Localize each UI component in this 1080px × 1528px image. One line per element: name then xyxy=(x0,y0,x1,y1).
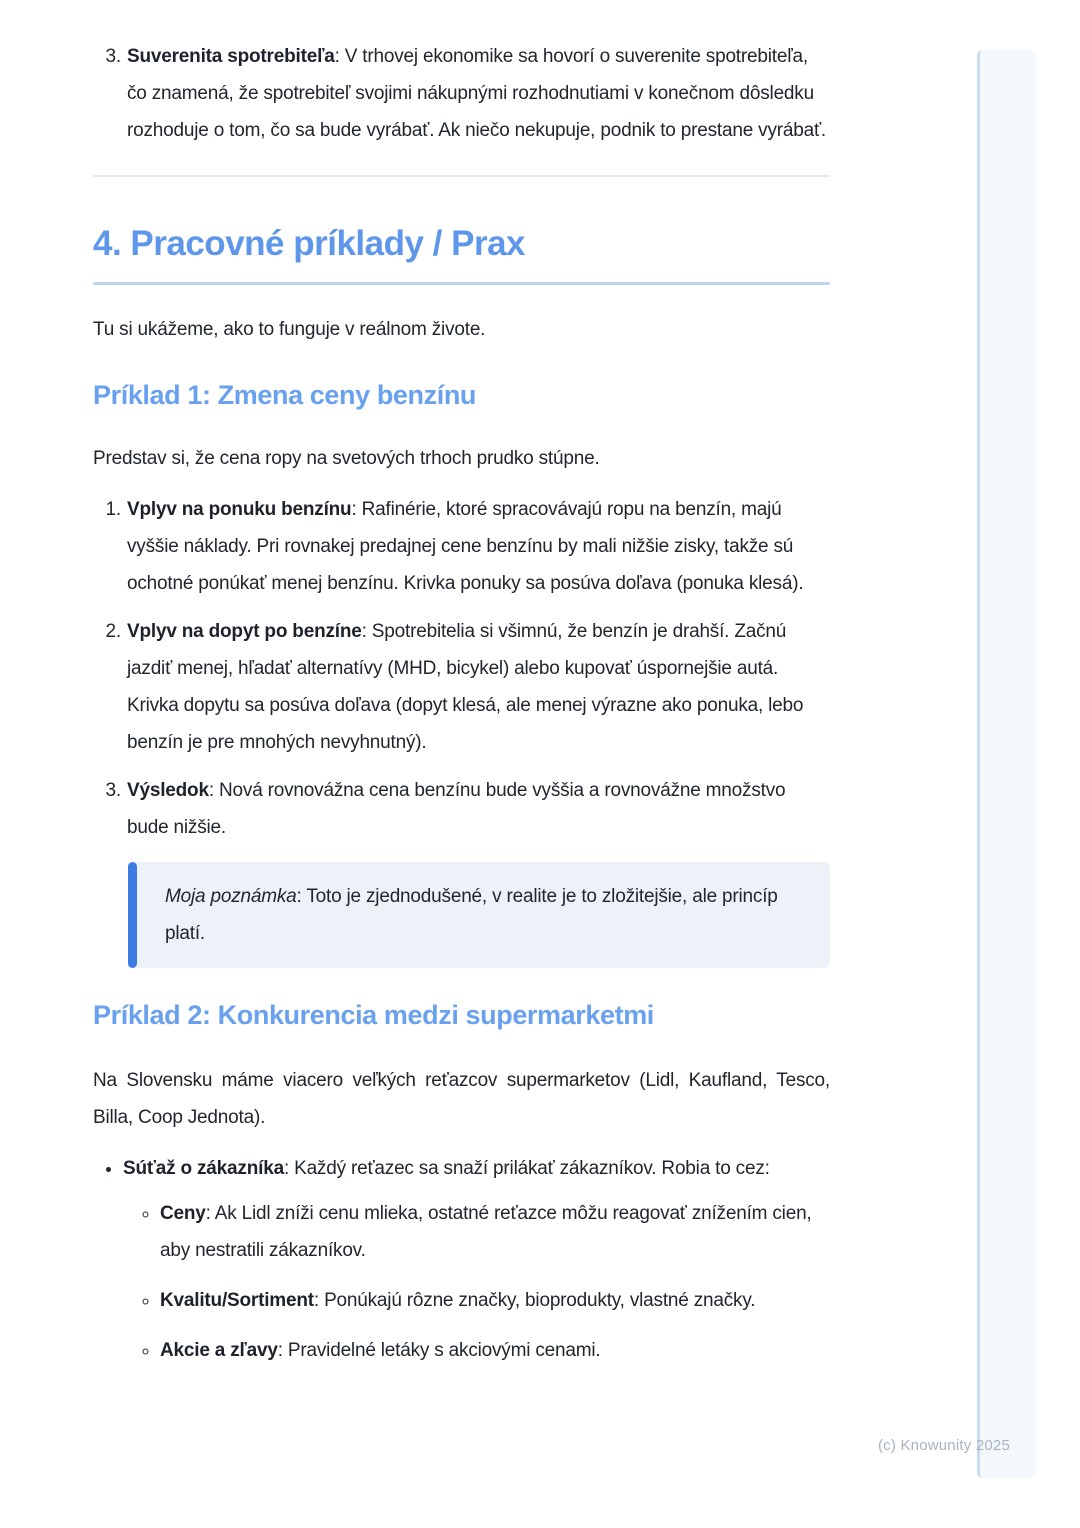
list-item-prices xyxy=(160,1195,830,1269)
section-intro: Tu si ukážeme, ako to funguje v reálnom živote. xyxy=(93,319,486,340)
list-item-term: Vplyv na ponuku benzínu xyxy=(127,499,352,520)
example1-steps-list xyxy=(93,491,830,846)
document-page xyxy=(93,0,830,1369)
list-item-promotions xyxy=(160,1332,830,1369)
list-item-term: Výsledok xyxy=(127,780,209,801)
personal-note-callout xyxy=(128,862,830,968)
example1-heading: Príklad 1: Zmena ceny benzínu xyxy=(93,380,477,410)
note-lead: Moja poznámka xyxy=(165,886,297,907)
list-item-quality-assortment xyxy=(160,1282,830,1319)
list-item-result xyxy=(126,772,830,846)
list-item-text: : Rafinérie, ktoré spracovávajú ropu na benzín, majú vyššie náklady. Pri rovnakej predajnej cene benzínu by mali nižšie zisky, takže sú ochotné ponúkať menej benzínu. Krivka ponuky sa posúva doľava (ponuka klesá). xyxy=(127,499,804,594)
copyright-watermark: (c) Knowunity 2025 xyxy=(877,1437,1010,1454)
market-economy-list xyxy=(93,38,830,149)
list-item-text: : Spotrebitelia si všimnú, že benzín je drahší. Začnú jazdiť menej, hľadať alternatívy (MHD, bicykel) alebo kupovať úspornejšie autá. Krivka dopytu sa posúva doľava (dopyt klesá, ale menej výrazne ako ponuka, lebo benzín je pre mnohých nevyhnutný). xyxy=(127,621,804,753)
list-item-term: Suverenita spotrebiteľa xyxy=(127,46,335,67)
note-text: : Toto je zjednodušené, v realite je to zložitejšie, ale princíp platí. xyxy=(165,886,778,944)
list-item-term: Vplyv na dopyt po benzíne xyxy=(127,621,362,642)
list-item-text: : Každý reťazec sa snaží prilákať zákazníkov. Robia to cez: xyxy=(283,1158,770,1179)
list-item-text: : Pravidelné letáky s akciovými cenami. xyxy=(277,1340,601,1361)
list-item-demand-effect xyxy=(126,613,830,761)
list-item-term: Súťaž o zákazníka xyxy=(123,1158,284,1179)
page-edge-decoration xyxy=(977,50,1036,1478)
section-divider xyxy=(93,175,830,177)
section-title: 4. Pracovné príklady / Prax xyxy=(93,224,526,263)
list-item-text: : V trhovej ekonomike sa hovorí o suverenite spotrebiteľa, čo znamená, že spotrebiteľ svojimi nákupnými rozhodnutiami v konečnom dôsledku rozhoduje o tom, čo sa bude vyrábať. Ak niečo nekupuje, podnik to prestane vyrábať. xyxy=(127,46,826,141)
list-item-text: : Nová rovnovážna cena benzínu bude vyššia a rovnovážne množstvo bude nižšie. xyxy=(127,780,786,838)
list-item-supply-effect xyxy=(126,491,830,602)
example2-lead: Na Slovensku máme viacero veľkých reťazcov supermarketov (Lidl, Kaufland, Tesco, Billa, Coop Jednota). xyxy=(93,1070,830,1128)
list-item-term: Akcie a zľavy xyxy=(160,1340,278,1361)
example2-bullet-list xyxy=(93,1150,830,1369)
section-title-underline xyxy=(93,282,830,285)
example2-heading: Príklad 2: Konkurencia medzi supermarketmi xyxy=(93,1000,654,1030)
list-item-text: : Ponúkajú rôzne značky, bioprodukty, vlastné značky. xyxy=(313,1290,756,1311)
list-item-customer-competition xyxy=(123,1150,830,1369)
list-item-term: Kvalitu/Sortiment xyxy=(160,1290,314,1311)
competition-methods-list xyxy=(123,1195,830,1369)
list-item-text: : Ak Lidl zníži cenu mlieka, ostatné reťazce môžu reagovať znížením cien, aby nestratili zákazníkov. xyxy=(160,1203,812,1261)
list-item-term: Ceny xyxy=(160,1203,206,1224)
example1-lead: Predstav si, že cena ropy na svetových trhoch prudko stúpne. xyxy=(93,448,600,469)
list-item-consumer-sovereignty xyxy=(126,38,830,149)
